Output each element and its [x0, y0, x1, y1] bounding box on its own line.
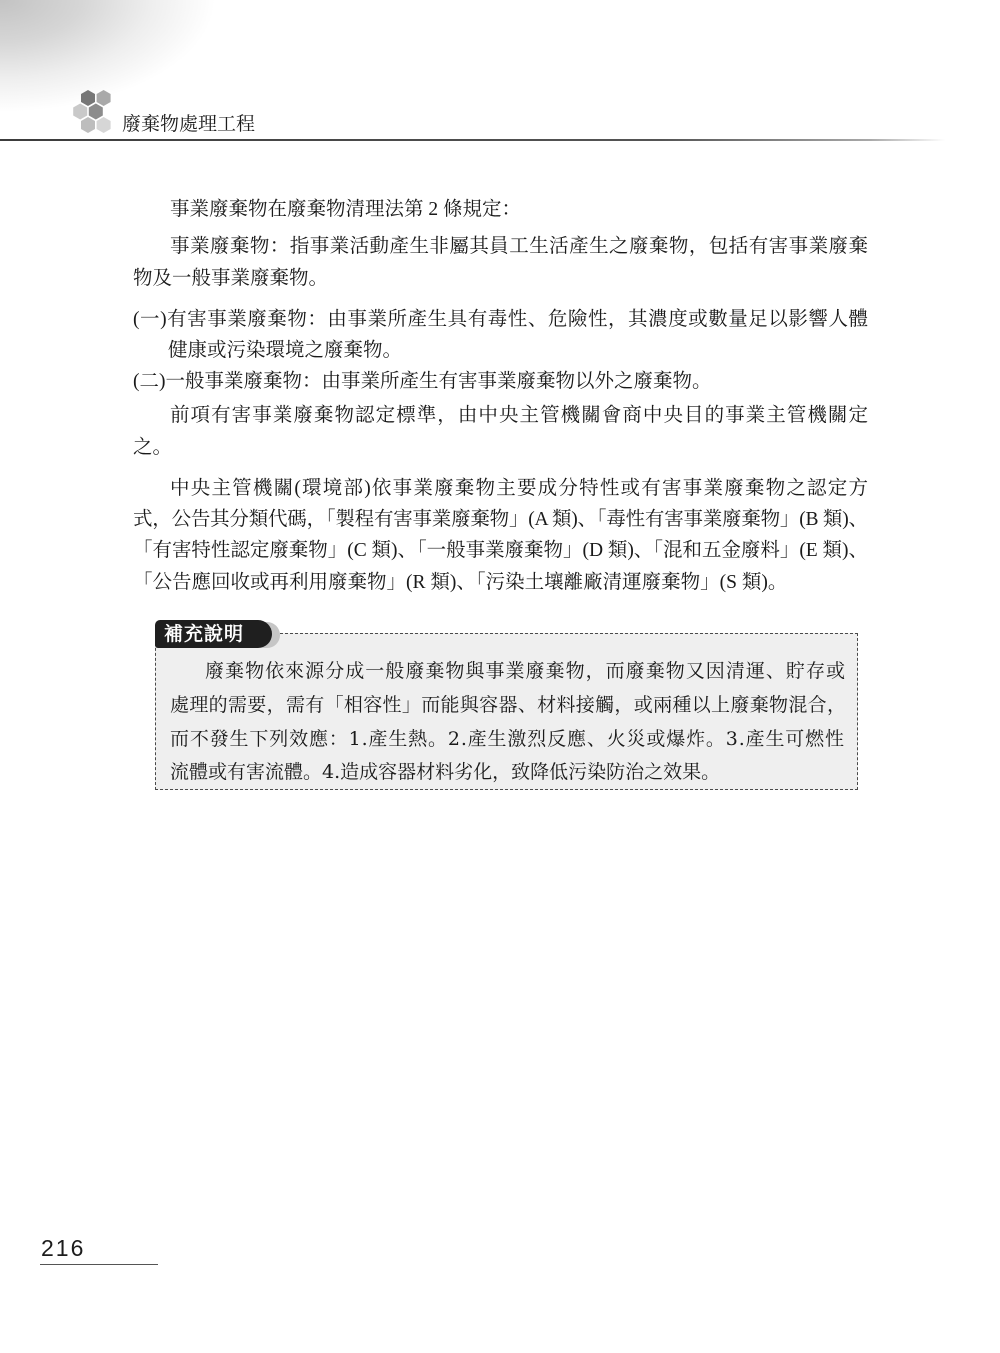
text-line: 之。: [133, 437, 173, 458]
text-line: 前項有害事業廢棄物認定標準，由中央主管機關會商中央目的事業主管機關定: [170, 405, 870, 426]
text-line: 事業廢棄物：指事業活動產生非屬其員工生活產生之廢棄物，包括有害事業廢棄: [170, 236, 869, 257]
hexagon: [81, 90, 95, 106]
text-line: (二)一般事業廢棄物：由事業所產生有害事業廢棄物以外之廢棄物。: [133, 371, 712, 392]
text-line: 中央主管機關(環境部)依事業廢棄物主要成分特性或有害事業廢棄物之認定方: [170, 478, 870, 499]
supplementary-note-label: 補充說明: [155, 620, 272, 648]
text-line: 「有害特性認定廢棄物」(C 類)、「一般事業廢棄物」(D 類)、「混和五金廢料」(E 類)、: [133, 540, 868, 561]
hexagon-logo-icon: [70, 88, 120, 136]
text-line: 「公告應回收或再利用廢棄物」(R 類)、「污染土壤離廠清運廢棄物」(S 類)。: [133, 572, 788, 593]
header-rule: [0, 139, 945, 141]
note-text-line: 廢棄物依來源分成一般廢棄物與事業廢棄物，而廢棄物又因清運、貯存或: [205, 660, 847, 682]
page-number-rule: [40, 1264, 158, 1265]
note-text-line: 而不發生下列效應：1.產生熱。2.產生激烈反應、火災或爆炸。3.產生可燃性: [170, 728, 845, 750]
hexagon: [97, 117, 111, 133]
text-line: (一)有害事業廢棄物：由事業所產生具有毒性、危險性，其濃度或數量足以影響人體: [133, 309, 869, 330]
text-line: 物及一般事業廢棄物。: [133, 268, 329, 289]
hexagon: [89, 104, 103, 120]
hexagon: [73, 104, 87, 120]
text-line: 事業廢棄物在廢棄物清理法第 2 條規定：: [170, 199, 522, 220]
running-header-title: 廢棄物處理工程: [122, 113, 256, 135]
hexagon: [81, 117, 95, 133]
text-line: 式，公告其分類代碼，「製程有害事業廢棄物」(A 類)、「毒性有害事業廢棄物」(B 類)、: [133, 509, 868, 530]
hexagon: [97, 90, 111, 106]
page-number: 216: [41, 1235, 86, 1261]
text-line: 健康或污染環境之廢棄物。: [168, 340, 403, 361]
note-text-line: 處理的需要，需有「相容性」而能與容器、材料接觸，或兩種以上廢棄物混合，: [170, 694, 847, 716]
note-text-line: 流體或有害流體。4.造成容器材料劣化，致降低污染防治之效果。: [170, 761, 721, 783]
